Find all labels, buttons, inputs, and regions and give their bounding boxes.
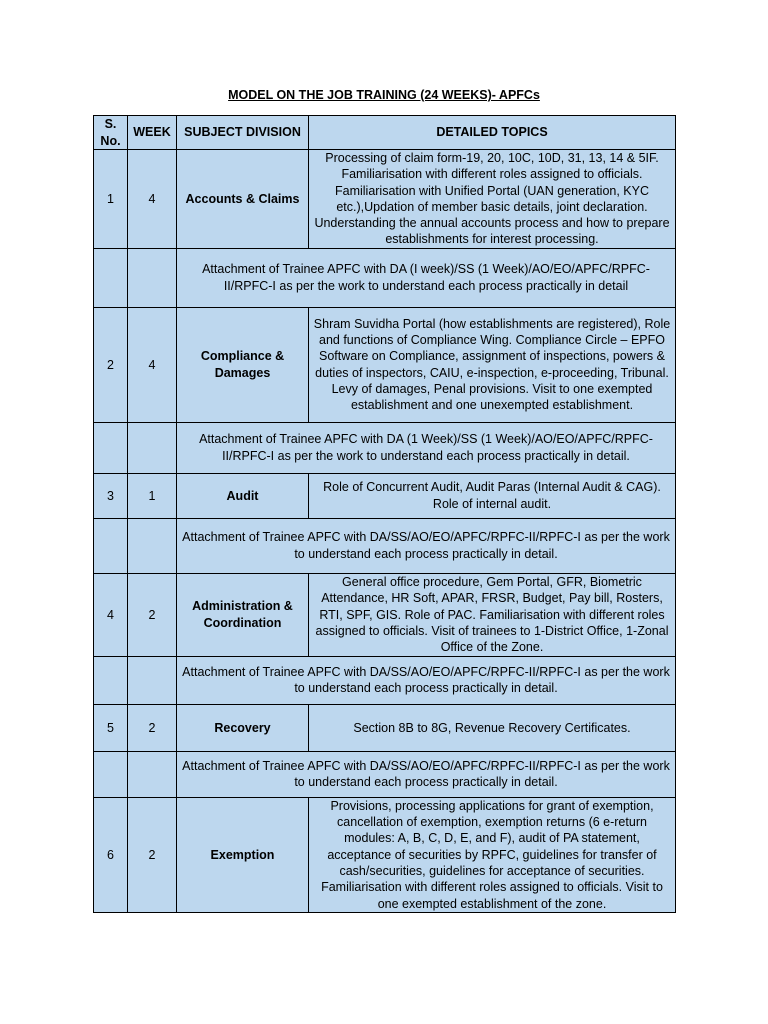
empty-cell bbox=[128, 751, 177, 797]
attachment-row bbox=[94, 422, 676, 473]
topics-cell: Shram Suvidha Portal (how establishments are registered), Role and functions of Compliance Wing. Compliance Circle – EPFO Software on Compliance, assignment of inspections, powers & duties of inspectors, CAIU, e-inspection, e-proceeding, Tribunal. Levy of damages, Penal provisions. Visit to one exempted establishment and one unexempted establishment. bbox=[309, 307, 676, 422]
attachment-cell: Attachment of Trainee APFC with DA (I week)/SS (1 Week)/AO/EO/APFC/RPFC-II/RPFC-I as per the work to understand each process practically in detail bbox=[177, 248, 676, 307]
attachment-cell: Attachment of Trainee APFC with DA/SS/AO/EO/APFC/RPFC-II/RPFC-I as per the work to understand each process practically in detail. bbox=[177, 518, 676, 573]
week-cell: 2 bbox=[128, 573, 177, 656]
attachment-row bbox=[94, 656, 676, 704]
empty-cell bbox=[94, 656, 128, 704]
training-table bbox=[93, 115, 676, 913]
header-subject: SUBJECT DIVISION bbox=[177, 116, 309, 150]
attachment-row bbox=[94, 518, 676, 573]
table-row bbox=[94, 473, 676, 518]
topics-cell: Section 8B to 8G, Revenue Recovery Certificates. bbox=[309, 704, 676, 751]
topics-cell: Processing of claim form-19, 20, 10C, 10D, 31, 13, 14 & 5IF. Familiarisation with different roles assigned to officials. Familiarisation with Unified Portal (UAN generation, KYC etc.),Updation of member basic details, joint declaration. Understanding the annual accounts process and how to prepare establishments for interest processing. bbox=[309, 150, 676, 249]
week-cell: 1 bbox=[128, 473, 177, 518]
sno-cell: 6 bbox=[94, 797, 128, 912]
empty-cell bbox=[128, 248, 177, 307]
topics-cell: Provisions, processing applications for grant of exemption, cancellation of exemption, exemption returns (6 e-return modules: A, B, C, D, E, and F), audit of PA statement, acceptance of securities by RPFC, guidelines for transfer of cash/securities, guidelines for acceptance of securities. Familiarisation with different roles assigned to officials. Visit to one exempted establishment of the zone. bbox=[309, 797, 676, 912]
empty-cell bbox=[128, 422, 177, 473]
attachment-cell: Attachment of Trainee APFC with DA/SS/AO/EO/APFC/RPFC-II/RPFC-I as per the work to understand each process practically in detail. bbox=[177, 656, 676, 704]
sno-cell: 3 bbox=[94, 473, 128, 518]
subject-cell: Recovery bbox=[177, 704, 309, 751]
sno-cell: 5 bbox=[94, 704, 128, 751]
attachment-row bbox=[94, 751, 676, 797]
header-week: WEEK bbox=[128, 116, 177, 150]
table-row bbox=[94, 307, 676, 422]
table-row bbox=[94, 704, 676, 751]
table-header-row bbox=[94, 116, 676, 150]
subject-cell: Accounts & Claims bbox=[177, 150, 309, 249]
topics-cell: General office procedure, Gem Portal, GFR, Biometric Attendance, HR Soft, APAR, FRSR, Budget, Pay bill, Rosters, RTI, SPF, GIS. Role of PAC. Familiarisation with different roles assigned to officials. Visit of trainees to 1-District Office, 1-Zonal Office of the Zone. bbox=[309, 573, 676, 656]
header-sno: S. No. bbox=[94, 116, 128, 150]
sno-cell: 2 bbox=[94, 307, 128, 422]
header-topics: DETAILED TOPICS bbox=[309, 116, 676, 150]
table-row bbox=[94, 797, 676, 912]
attachment-cell: Attachment of Trainee APFC with DA (1 Week)/SS (1 Week)/AO/EO/APFC/RPFC-II/RPFC-I as per the work to understand each process practically in detail. bbox=[177, 422, 676, 473]
subject-cell: Audit bbox=[177, 473, 309, 518]
sno-cell: 4 bbox=[94, 573, 128, 656]
empty-cell bbox=[128, 656, 177, 704]
week-cell: 4 bbox=[128, 150, 177, 249]
document-title: MODEL ON THE JOB TRAINING (24 WEEKS)- APFCs bbox=[228, 88, 540, 102]
subject-cell: Exemption bbox=[177, 797, 309, 912]
empty-cell bbox=[94, 518, 128, 573]
attachment-cell: Attachment of Trainee APFC with DA/SS/AO/EO/APFC/RPFC-II/RPFC-I as per the work to understand each process practically in detail. bbox=[177, 751, 676, 797]
sno-cell: 1 bbox=[94, 150, 128, 249]
attachment-row bbox=[94, 248, 676, 307]
table-row bbox=[94, 573, 676, 656]
empty-cell bbox=[94, 751, 128, 797]
subject-cell: Compliance & Damages bbox=[177, 307, 309, 422]
empty-cell bbox=[94, 248, 128, 307]
empty-cell bbox=[128, 518, 177, 573]
empty-cell bbox=[94, 422, 128, 473]
week-cell: 2 bbox=[128, 797, 177, 912]
table-row bbox=[94, 150, 676, 249]
week-cell: 4 bbox=[128, 307, 177, 422]
subject-cell: Administration & Coordination bbox=[177, 573, 309, 656]
week-cell: 2 bbox=[128, 704, 177, 751]
topics-cell: Role of Concurrent Audit, Audit Paras (Internal Audit & CAG). Role of internal audit. bbox=[309, 473, 676, 518]
